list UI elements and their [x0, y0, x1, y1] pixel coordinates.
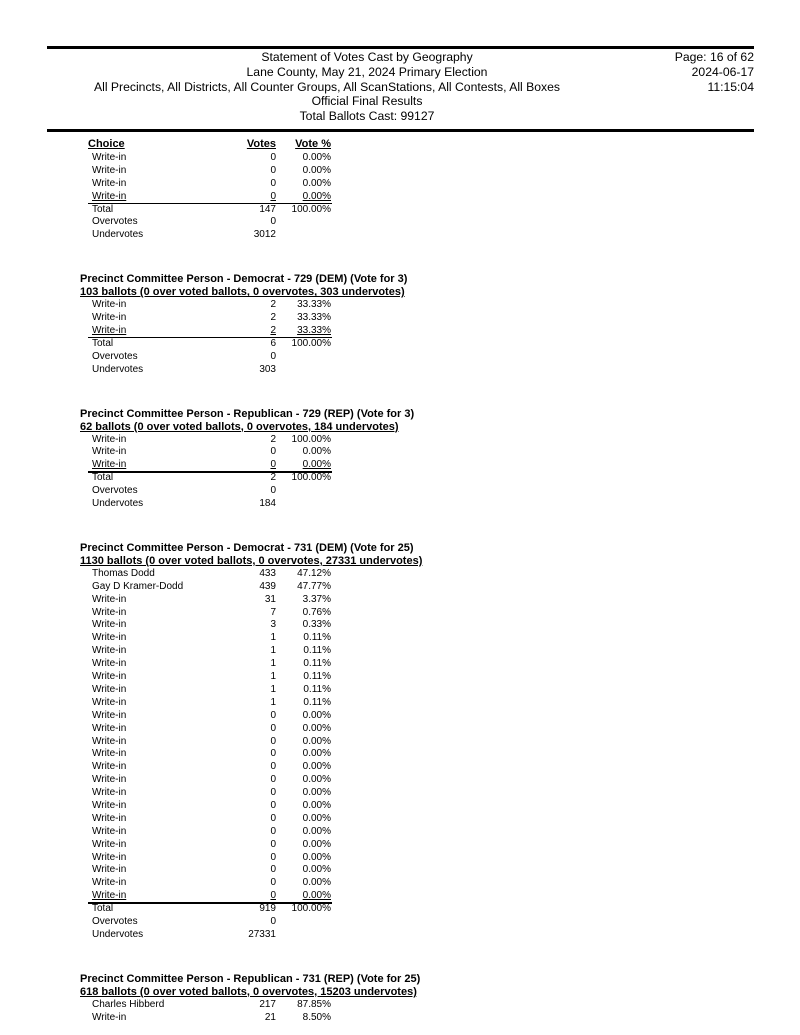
choice-name: Gay D Kramer-Dodd: [92, 580, 184, 592]
vote-count: 0: [270, 761, 276, 773]
vote-count: 2: [270, 299, 276, 311]
vote-count: 0: [270, 851, 276, 863]
choice-name: Write-in: [92, 877, 127, 889]
contest-section: [0, 377, 800, 511]
vote-count: 0: [270, 825, 276, 837]
result-row: [0, 632, 800, 645]
contest-title: Precinct Committee Person - Democrat - 731 (DEM) (Vote for 25): [80, 541, 414, 554]
total-count: 147: [259, 203, 276, 215]
vote-percent: 0.00%: [302, 799, 331, 811]
vote-percent: 0.11%: [303, 632, 331, 644]
vote-percent: 0.00%: [302, 851, 331, 863]
header-bottom-rule: [47, 129, 754, 132]
contest-section: [0, 942, 800, 1025]
vote-count: 2: [270, 325, 276, 337]
undervotes-label: Undervotes: [92, 363, 144, 375]
result-row: [0, 839, 800, 852]
vote-count: 0: [270, 799, 276, 811]
vote-count: 0: [270, 709, 276, 721]
vote-percent: 0.00%: [302, 812, 331, 824]
result-row: [0, 736, 800, 749]
total-row: [0, 204, 800, 217]
election-name: Lane County, May 21, 2024 Primary Election: [246, 64, 488, 79]
result-row: [0, 619, 800, 632]
vote-percent: 47.77%: [297, 580, 331, 592]
vote-percent: 0.76%: [302, 606, 331, 618]
vote-count: 2: [270, 312, 276, 324]
choice-name: Write-in: [92, 606, 127, 618]
vote-percent: 0.00%: [302, 722, 331, 734]
vote-percent: 0.33%: [302, 619, 331, 631]
total-count: 2: [270, 472, 276, 484]
choice-name: Write-in: [92, 696, 127, 708]
vote-percent: 0.00%: [302, 787, 331, 799]
report-title: Statement of Votes Cast by Geography: [261, 50, 473, 64]
section-gap: [0, 377, 800, 408]
vote-count: 2: [270, 433, 276, 445]
vote-percent: 0.00%: [302, 190, 331, 202]
overvotes-label: Overvotes: [92, 216, 138, 228]
vote-percent: 0.11%: [303, 645, 331, 657]
choice-name: Write-in: [92, 838, 127, 850]
vote-percent: 0.00%: [302, 825, 331, 837]
choice-name: Write-in: [92, 325, 127, 337]
vote-count: 0: [270, 735, 276, 747]
result-row: [0, 165, 800, 178]
report-time: 11:15:04: [707, 79, 754, 94]
result-row: [0, 864, 800, 877]
choice-name: Write-in: [92, 164, 127, 176]
undervotes-label: Undervotes: [92, 229, 144, 241]
results-body: [0, 138, 800, 1025]
contest-section: [0, 138, 800, 242]
choice-name: Write-in: [92, 190, 127, 202]
vote-percent: 0.00%: [302, 709, 331, 721]
vote-count: 0: [270, 722, 276, 734]
overvotes-row: [0, 216, 800, 229]
vote-count: 31: [264, 593, 276, 605]
vote-count: 0: [270, 459, 276, 471]
overvotes-count: 0: [270, 216, 276, 228]
result-row: [0, 446, 800, 459]
total-row: [0, 903, 800, 916]
contest-section: [0, 242, 800, 376]
choice-name: Write-in: [92, 619, 127, 631]
vote-percent: 0.00%: [302, 774, 331, 786]
contest-title: Precinct Committee Person - Democrat - 729 (DEM) (Vote for 3): [80, 273, 408, 286]
vote-percent: 0.11%: [303, 683, 331, 695]
section-gap: [0, 242, 800, 273]
vote-count: 1: [270, 658, 276, 670]
total-ballots: Total Ballots Cast: 99127: [299, 109, 435, 124]
choice-name: Write-in: [92, 593, 127, 605]
overvotes-row: [0, 485, 800, 498]
total-count: 919: [259, 903, 276, 915]
result-row: [0, 852, 800, 865]
choice-name: Charles Hibberd: [92, 998, 165, 1010]
choice-name: Write-in: [92, 671, 127, 683]
choice-name: Write-in: [92, 722, 127, 734]
result-row: [0, 723, 800, 736]
vote-count: 0: [270, 838, 276, 850]
total-count: 6: [270, 337, 276, 349]
vote-percent: 0.00%: [302, 177, 331, 189]
vote-percent: 0.00%: [302, 446, 331, 458]
page-number: Page: 16 of 62: [674, 50, 754, 64]
contest-ballot-summary: 103 ballots (0 over voted ballots, 0 overvotes, 303 undervotes): [80, 286, 405, 299]
undervotes-row: [0, 364, 800, 377]
contest-title: Precinct Committee Person - Republican - 731 (REP) (Vote for 25): [80, 972, 421, 985]
result-row: [0, 434, 800, 447]
choice-name: Write-in: [92, 825, 127, 837]
vote-percent: 0.11%: [303, 671, 331, 683]
undervotes-row: [0, 498, 800, 511]
header-top-rule: [47, 46, 754, 49]
overvotes-count: 0: [270, 485, 276, 497]
vote-count: 0: [270, 152, 276, 163]
column-vote-pct: Vote %: [295, 138, 331, 150]
vote-count: 21: [264, 1011, 276, 1023]
vote-count: 217: [259, 998, 276, 1010]
choice-name: Write-in: [92, 152, 127, 163]
result-row: [0, 710, 800, 723]
result-row: [0, 826, 800, 839]
vote-count: 0: [270, 446, 276, 458]
report-date: 2024-06-17: [691, 64, 754, 79]
undervotes-count: 184: [259, 498, 276, 510]
vote-count: 0: [270, 890, 276, 902]
vote-count: 0: [270, 787, 276, 799]
results-status: Official Final Results: [311, 94, 423, 109]
contest-ballot-summary: 618 ballots (0 over voted ballots, 0 overvotes, 15203 undervotes): [80, 985, 417, 998]
contest-title: Precinct Committee Person - Republican - 729 (REP) (Vote for 3): [80, 407, 415, 420]
result-row: [0, 568, 800, 581]
choice-name: Write-in: [92, 433, 127, 445]
result-row: [0, 813, 800, 826]
vote-percent: 0.00%: [302, 459, 331, 471]
vote-count: 1: [270, 645, 276, 657]
result-row: [0, 774, 800, 787]
choice-name: Write-in: [92, 748, 127, 760]
overvotes-label: Overvotes: [92, 915, 138, 927]
contest-ballot-summary: 1130 ballots (0 over voted ballots, 0 overvotes, 27331 undervotes): [80, 554, 423, 567]
result-row: [0, 999, 800, 1012]
vote-percent: 8.50%: [302, 1011, 331, 1023]
choice-name: Write-in: [92, 812, 127, 824]
choice-name: Write-in: [92, 761, 127, 773]
vote-count: 0: [270, 164, 276, 176]
vote-count: 0: [270, 190, 276, 202]
vote-count: 433: [259, 567, 276, 579]
undervotes-row: [0, 229, 800, 242]
result-row: [0, 671, 800, 684]
total-percent: 100.00%: [291, 203, 331, 215]
vote-percent: 33.33%: [297, 299, 331, 311]
vote-percent: 0.00%: [302, 864, 331, 876]
total-percent: 100.00%: [291, 337, 331, 349]
vote-count: 0: [270, 177, 276, 189]
undervotes-label: Undervotes: [92, 928, 144, 940]
result-row: [0, 299, 800, 312]
result-row: [0, 748, 800, 761]
overvotes-count: 0: [270, 350, 276, 362]
choice-name: Write-in: [92, 299, 127, 311]
choice-name: Write-in: [92, 312, 127, 324]
choice-name: Write-in: [92, 658, 127, 670]
result-row: [0, 594, 800, 607]
overvotes-label: Overvotes: [92, 485, 138, 497]
vote-count: 3: [270, 619, 276, 631]
vote-percent: 0.00%: [302, 164, 331, 176]
vote-percent: 0.00%: [302, 890, 331, 902]
choice-name: Write-in: [92, 774, 127, 786]
choice-name: Write-in: [92, 446, 127, 458]
choice-name: Write-in: [92, 851, 127, 863]
result-row: [0, 697, 800, 710]
choice-name: Write-in: [92, 645, 127, 657]
result-row: [0, 684, 800, 697]
result-row: [0, 877, 800, 890]
vote-count: 0: [270, 774, 276, 786]
result-row: [0, 645, 800, 658]
result-row: [0, 312, 800, 325]
choice-name: Write-in: [92, 890, 127, 902]
vote-count: 1: [270, 632, 276, 644]
vote-percent: 3.37%: [302, 593, 331, 605]
result-row: [0, 1012, 800, 1025]
vote-count: 1: [270, 683, 276, 695]
vote-count: 0: [270, 864, 276, 876]
report-scope: All Precincts, All Districts, All Counter Groups, All ScanStations, All Contests, All Boxes: [93, 79, 561, 94]
result-row: [0, 607, 800, 620]
choice-name: Write-in: [92, 459, 127, 471]
undervotes-count: 303: [259, 363, 276, 375]
total-percent: 100.00%: [291, 472, 331, 484]
vote-percent: 47.12%: [297, 567, 331, 579]
total-row: [0, 472, 800, 485]
choice-name: Write-in: [92, 709, 127, 721]
overvotes-count: 0: [270, 915, 276, 927]
contest-ballot-summary: 62 ballots (0 over voted ballots, 0 overvotes, 184 undervotes): [80, 420, 399, 433]
vote-count: 0: [270, 877, 276, 889]
result-row: [0, 800, 800, 813]
choice-name: Write-in: [92, 735, 127, 747]
column-votes: Votes: [246, 138, 276, 150]
undervotes-label: Undervotes: [92, 498, 144, 510]
vote-percent: 0.11%: [303, 658, 331, 670]
total-label: Total: [92, 903, 114, 915]
vote-percent: 0.11%: [303, 696, 331, 708]
undervotes-count: 3012: [253, 229, 276, 241]
undervotes-row: [0, 929, 800, 942]
vote-percent: 0.00%: [302, 761, 331, 773]
result-row: [0, 761, 800, 774]
choice-name: Write-in: [92, 177, 127, 189]
result-row: [0, 787, 800, 800]
undervotes-count: 27331: [248, 928, 276, 940]
vote-count: 439: [259, 580, 276, 592]
choice-name: Write-in: [92, 632, 127, 644]
overvotes-row: [0, 351, 800, 364]
vote-percent: 87.85%: [297, 998, 331, 1010]
result-row: [0, 658, 800, 671]
result-row: [0, 581, 800, 594]
contest-section: [0, 511, 800, 942]
choice-name: Write-in: [92, 787, 127, 799]
vote-percent: 0.00%: [302, 838, 331, 850]
vote-count: 7: [270, 606, 276, 618]
column-header-row: [0, 138, 800, 152]
total-label: Total: [92, 203, 114, 215]
vote-count: 0: [270, 748, 276, 760]
choice-name: Write-in: [92, 799, 127, 811]
choice-name: Thomas Dodd: [92, 567, 155, 579]
vote-percent: 0.00%: [302, 877, 331, 889]
choice-name: Write-in: [92, 864, 127, 876]
vote-count: 1: [270, 671, 276, 683]
result-row: [0, 152, 800, 165]
result-row: [0, 178, 800, 191]
vote-percent: 100.00%: [291, 433, 331, 445]
choice-name: Write-in: [92, 1011, 127, 1023]
total-label: Total: [92, 337, 114, 349]
section-gap: [0, 942, 800, 973]
choice-name: Write-in: [92, 683, 127, 695]
vote-count: 0: [270, 812, 276, 824]
vote-percent: 0.00%: [302, 748, 331, 760]
vote-count: 1: [270, 696, 276, 708]
overvotes-row: [0, 916, 800, 929]
vote-percent: 0.00%: [302, 152, 331, 163]
vote-percent: 33.33%: [297, 325, 331, 337]
total-percent: 100.00%: [291, 903, 331, 915]
vote-percent: 0.00%: [302, 735, 331, 747]
section-gap: [0, 511, 800, 542]
total-label: Total: [92, 472, 114, 484]
vote-percent: 33.33%: [297, 312, 331, 324]
overvotes-label: Overvotes: [92, 350, 138, 362]
column-choice: Choice: [88, 138, 125, 150]
total-row: [0, 338, 800, 351]
